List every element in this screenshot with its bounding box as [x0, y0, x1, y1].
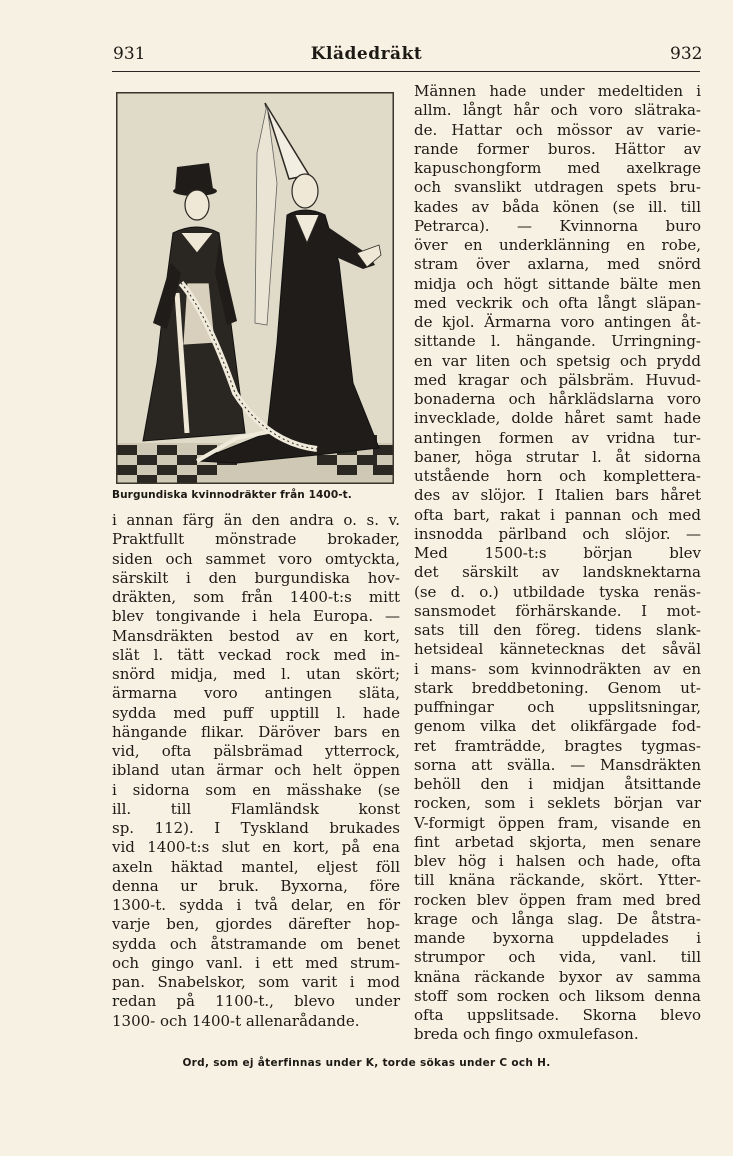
illustration — [116, 92, 394, 484]
text-line: rande former buros. Hättor av — [414, 139, 701, 158]
text-line: siden och sammet voro omtyckta, — [112, 549, 400, 568]
text-line: behöll den i midjan åtsittande — [414, 775, 701, 793]
text-line: pan. Snabelskor, som varit i mod — [112, 973, 400, 991]
text-line: stark breddbetoning. Genom ut- — [414, 678, 701, 697]
text-line: stram över axlarna, med snörd — [414, 255, 701, 274]
text-line: vid 1400-t:s slut en kort, på ena — [112, 838, 400, 857]
text-line: till knäna räckande, skört. Ytter- — [414, 871, 701, 890]
text-line: Med 1500-t:s början blev — [414, 544, 701, 562]
left-text-column — [112, 511, 400, 1031]
text-line: i annan färg än den andra o. s. v. — [112, 511, 400, 529]
text-line: Mansdräkten bestod av en kort, — [112, 626, 400, 645]
figure-caption: Burgundiska kvinnodräkter från 1400-t. — [112, 489, 352, 501]
text-line: (se d. o.) utbildade tyska renäs- — [414, 582, 701, 601]
text-line: i mans- som kvinnodräkten av en — [414, 659, 701, 678]
text-line: stoff som rocken och liksom denna — [414, 986, 701, 1005]
burgundian-women-illustration — [117, 93, 393, 483]
text-line: fint arbetad skjorta, men senare — [414, 832, 701, 851]
text-line: 1300-t. sydda i två delar, en för — [112, 896, 400, 914]
text-line: snörd midja, med l. utan skört; — [112, 665, 400, 683]
text-line: allm. långt hår och voro slätraka- — [414, 101, 701, 120]
text-line: slät l. tätt veckad rock med in- — [112, 645, 400, 664]
text-line: det särskilt av landsknektarna — [414, 563, 701, 582]
text-line: midja och högt sittande bälte men — [414, 274, 701, 293]
text-line: Praktfullt mönstrade brokader, — [112, 530, 400, 549]
text-line: sats till den föreg. tidens slank- — [414, 621, 701, 639]
text-line: de. Hattar och mössor av varie- — [414, 120, 701, 139]
text-line: genom vilka det olikfärgade fod- — [414, 717, 701, 736]
text-line: V-formigt öppen fram, visande en — [414, 813, 701, 832]
text-line: rocken, som i seklets början var — [414, 794, 701, 813]
text-line: redan på 1100-t., blevo under — [112, 992, 400, 1011]
text-line: de kjol. Ärmarna voro antingen åt- — [414, 313, 701, 331]
text-line: puffningar och uppslitsningar, — [414, 698, 701, 716]
text-line: Petrarca). — Kvinnorna buro — [414, 216, 701, 235]
text-line: sorna att svälla. — Mansdräkten — [414, 755, 701, 774]
text-line: kapuschongform med axelkrage — [414, 159, 701, 177]
text-line: blev tongivande i hela Europa. — — [112, 607, 400, 626]
text-line: med veckrik och ofta långt släpan- — [414, 293, 701, 312]
page-number-right: 932 — [670, 44, 703, 64]
text-line: en var liten och spetsig och prydd — [414, 351, 701, 370]
page-footer-note: Ord, som ej återfinnas under K, torde sökas under C och H. — [182, 1057, 551, 1069]
text-line: kades av båda könen (se ill. till — [414, 197, 701, 216]
text-line: över en underklänning en robe, — [414, 236, 701, 254]
text-line: denna ur bruk. Byxorna, före — [112, 876, 400, 895]
text-line: des av slöjor. I Italien bars håret — [414, 486, 701, 505]
text-line: krage och långa slag. De åtstra- — [414, 909, 701, 928]
text-line: rocken blev öppen fram med bred — [414, 890, 701, 909]
text-line: 1300- och 1400-t allenarådande. — [112, 1011, 360, 1030]
text-line: hetsideal kännetecknas det såväl — [414, 640, 701, 659]
text-line: varje ben, gjordes därefter hop- — [112, 915, 400, 934]
header-rule — [112, 71, 700, 72]
text-line: särskilt i den burgundiska hov- — [112, 568, 400, 587]
text-line: ofta bart, rakat i pannan och med — [414, 505, 701, 524]
text-line: breda och fingo oxmulefason. — [414, 1025, 639, 1044]
text-line: insnodda pärlband och slöjor. — — [414, 524, 701, 543]
text-line: bonaderna och hårklädslarna voro — [414, 390, 701, 408]
text-line: dräkten, som från 1400-t:s mitt — [112, 588, 400, 606]
text-line: ill. till Flamländsk konst — [112, 799, 400, 818]
text-line: sansmodet förhärskande. I mot- — [414, 601, 701, 620]
text-line: knäna räckande byxor av samma — [414, 967, 701, 986]
text-line: ofta uppslitsade. Skorna blevo — [414, 1006, 701, 1024]
text-line: sp. 112). I Tyskland brukades — [112, 819, 400, 837]
text-line: antingen formen av vridna tur- — [414, 428, 701, 447]
text-line: ibland utan ärmar och helt öppen — [112, 761, 400, 780]
page-number-left: 931 — [113, 44, 146, 64]
text-line: hängande flikar. Däröver bars en — [112, 722, 400, 741]
text-line: strumpor och vida, vanl. till — [414, 948, 701, 967]
text-line: i sidorna som en mässhake (se — [112, 780, 400, 799]
text-line: sydda med puff upptill l. hade — [112, 703, 400, 722]
text-line: baner, höga strutar l. åt sidorna — [414, 447, 701, 466]
text-line: utstående horn och komplettera- — [414, 467, 701, 485]
text-line: och gingo vanl. i ett med strum- — [112, 953, 400, 972]
text-line: axeln häktad mantel, eljest föll — [112, 857, 400, 876]
text-line: Männen hade under medeltiden i — [414, 82, 701, 100]
text-line: vid, ofta pälsbrämad ytterrock, — [112, 742, 400, 760]
text-line: mande byxorna uppdelades i — [414, 929, 701, 947]
text-line: sydda och åtstramande om benet — [112, 934, 400, 953]
text-line: och svanslikt utdragen spets bru- — [414, 178, 701, 197]
text-line: blev hög i halsen och hade, ofta — [414, 852, 701, 870]
text-line: ret framträdde, bragtes tygmas- — [414, 736, 701, 755]
right-text-column — [414, 82, 701, 1045]
running-title: Klädedräkt — [310, 44, 423, 64]
text-line: med kragar och pälsbräm. Huvud- — [414, 370, 701, 389]
text-line: ärmarna voro antingen släta, — [112, 684, 400, 703]
text-line: invecklade, dolde håret samt hade — [414, 409, 701, 428]
text-line: sittande l. hängande. Urringning- — [414, 332, 701, 351]
